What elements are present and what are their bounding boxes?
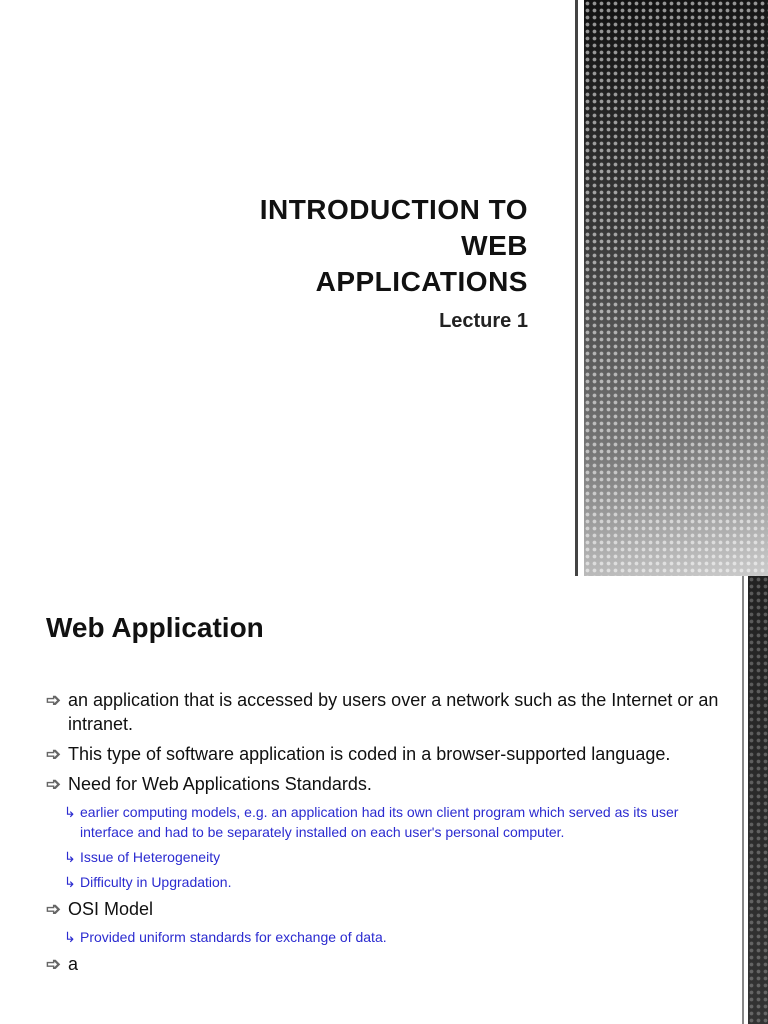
arrow-curve-right-icon: ➩ bbox=[46, 774, 62, 794]
list-item bbox=[64, 847, 726, 867]
bullet-text: This type of software application is coded in a browser-supported language. bbox=[68, 744, 671, 764]
slide-edge-divider bbox=[575, 0, 578, 576]
list-item bbox=[64, 802, 726, 842]
title-line: INTRODUCTION TO bbox=[259, 194, 528, 225]
decorative-pattern-band bbox=[748, 576, 768, 1024]
bullet-text: an application that is accessed by users over a network such as the Internet or an intranet. bbox=[68, 690, 719, 734]
slide-heading: Web Application bbox=[46, 612, 264, 643]
content-slide bbox=[0, 576, 768, 1024]
bullet-text: Issue of Heterogeneity bbox=[80, 849, 221, 865]
arrow-hook-icon: ↳ bbox=[64, 804, 76, 820]
arrow-hook-icon: ↳ bbox=[64, 874, 76, 890]
arrow-curve-right-icon: ➩ bbox=[46, 744, 62, 764]
bullet-text: earlier computing models, e.g. an application had its own client program which served as its user interface and had to be separately installed on each user's personal computer. bbox=[80, 804, 679, 840]
arrow-curve-right-icon: ➩ bbox=[46, 899, 62, 919]
slide-title bbox=[260, 192, 528, 300]
bullet-text: OSI Model bbox=[68, 899, 154, 919]
bullet-text: Need for Web Applications Standards. bbox=[68, 774, 372, 794]
bullet-text: Provided uniform standards for exchange of data. bbox=[80, 929, 387, 945]
list-item bbox=[64, 872, 726, 892]
title-line: APPLICATIONS bbox=[315, 266, 528, 297]
arrow-hook-icon: ↳ bbox=[64, 929, 76, 945]
list-item bbox=[46, 772, 726, 796]
list-item bbox=[46, 742, 726, 766]
slide-edge-divider bbox=[742, 576, 744, 1024]
slide-subtitle: Lecture 1 bbox=[439, 310, 528, 332]
list-item bbox=[64, 927, 726, 947]
decorative-pattern-band bbox=[584, 0, 768, 576]
bullet-text: a bbox=[68, 954, 79, 974]
bullet-text: Difficulty in Upgradation. bbox=[80, 874, 232, 890]
arrow-curve-right-icon: ➩ bbox=[46, 690, 62, 710]
list-item bbox=[46, 897, 726, 921]
arrow-curve-right-icon: ➩ bbox=[46, 954, 62, 974]
arrow-hook-icon: ↳ bbox=[64, 849, 76, 865]
bullet-list bbox=[46, 688, 726, 982]
list-item bbox=[46, 688, 726, 736]
list-item bbox=[46, 952, 726, 976]
title-line: WEB bbox=[461, 230, 528, 261]
